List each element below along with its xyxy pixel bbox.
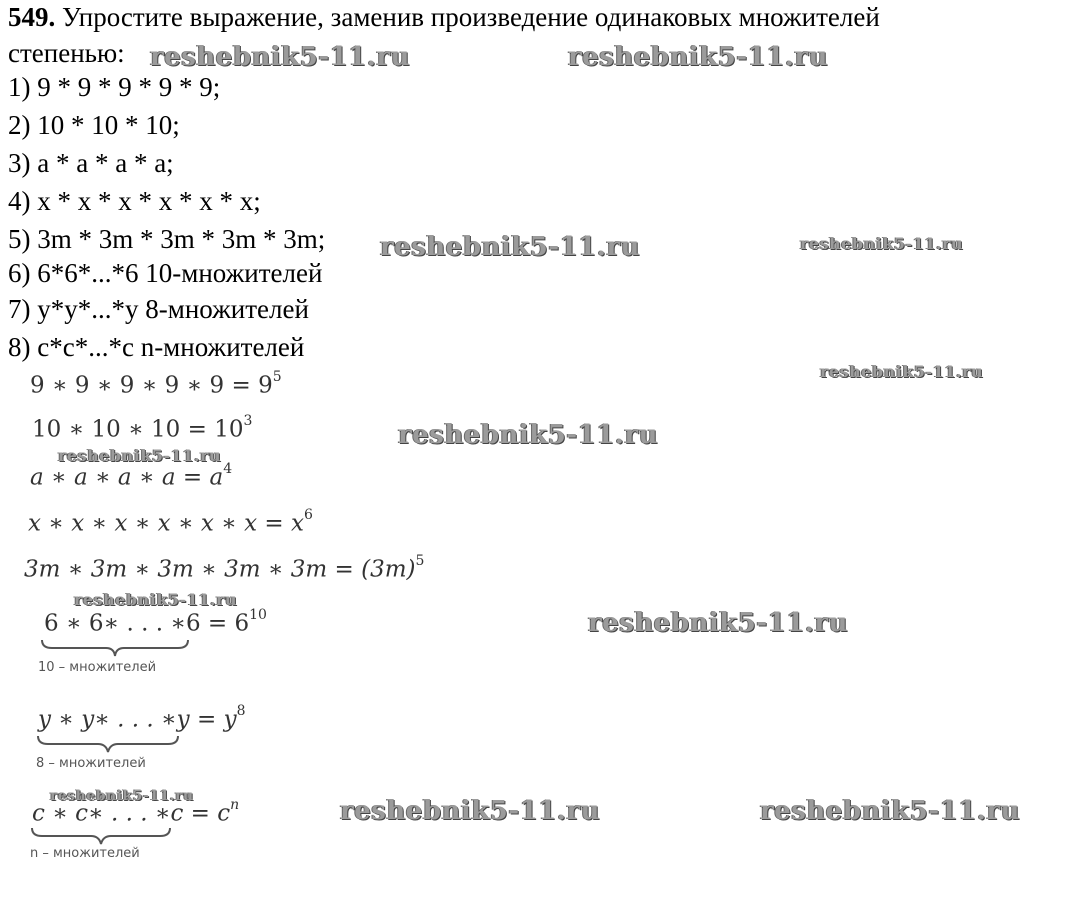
watermark: reshebnik5-11.ru [800, 234, 964, 253]
task-item: 2) 10 * 10 * 10; [8, 110, 180, 140]
solution-line-4: x ∗ x ∗ x ∗ x ∗ x ∗ $x = x^6$ [28, 507, 313, 537]
watermark: reshebnik5-11.ru [760, 796, 1021, 826]
problem-number: 549. [8, 2, 56, 32]
task-item: 7) y*y*...*y 8-множителей [8, 294, 309, 324]
watermark: reshebnik5-11.ru [340, 796, 601, 826]
solution-line-5: 3m ∗ 3m ∗ 3m ∗ 3m ∗ $3m = (3m)^5$ [24, 553, 425, 583]
task-item: 1) 9 * 9 * 9 * 9 * 9; [8, 72, 221, 102]
solution-line-3: a ∗ a ∗ a ∗ $a = a^4$ [30, 461, 233, 491]
task-item: 6) 6*6*...*6 10-множителей [8, 258, 323, 288]
problem-statement [8, 0, 1058, 34]
task-item: 4) x * x * x * x * x * x; [8, 186, 261, 216]
underbrace-6 [40, 638, 190, 658]
watermark: reshebnik5-11.ru [50, 788, 194, 804]
problem-text-line2: степенью: [8, 38, 125, 68]
solution-line-2: 10 ∗ 10 ∗ $10 = 10^3$ [32, 413, 253, 443]
solution-line-1: 9 ∗ 9 ∗ 9 ∗ 9 ∗ $9 = 9^5$ [30, 369, 282, 399]
watermark: reshebnik5-11.ru [380, 232, 641, 262]
task-item: 8) c*c*...*c n-множителей [8, 332, 305, 362]
solution-line-8: c ∗ c∗ . . . ∗c = $c^n$ [32, 797, 240, 827]
watermark: reshebnik5-11.ru [74, 590, 238, 609]
underbrace-8 [30, 826, 172, 846]
task-item: 5) 3m * 3m * 3m * 3m * 3m; [8, 224, 326, 254]
watermark: reshebnik5-11.ru [820, 362, 984, 381]
solution-line-7: y ∗ y∗ . . . ∗y = $y^8$ [38, 703, 246, 733]
watermark: reshebnik5-11.ru [568, 42, 829, 72]
task-item: 3) a * a * a * a; [8, 148, 174, 178]
brace-label-6: 10 – множителей [38, 660, 157, 675]
watermark: reshebnik5-11.ru [58, 446, 222, 465]
brace-label-8: n – множителей [30, 846, 140, 861]
watermark: reshebnik5-11.ru [588, 608, 849, 638]
solution-line-6: 6 ∗ 6∗ . . . ∗6 = $6^{10}$ [44, 607, 267, 637]
underbrace-7 [36, 734, 180, 754]
watermark: reshebnik5-11.ru [398, 420, 659, 450]
brace-label-7: 8 – множителей [36, 756, 146, 771]
problem-text-line1: Упростите выражение, заменив произведение одинаковых множителей [55, 2, 880, 32]
watermark: reshebnik5-11.ru [150, 42, 411, 72]
